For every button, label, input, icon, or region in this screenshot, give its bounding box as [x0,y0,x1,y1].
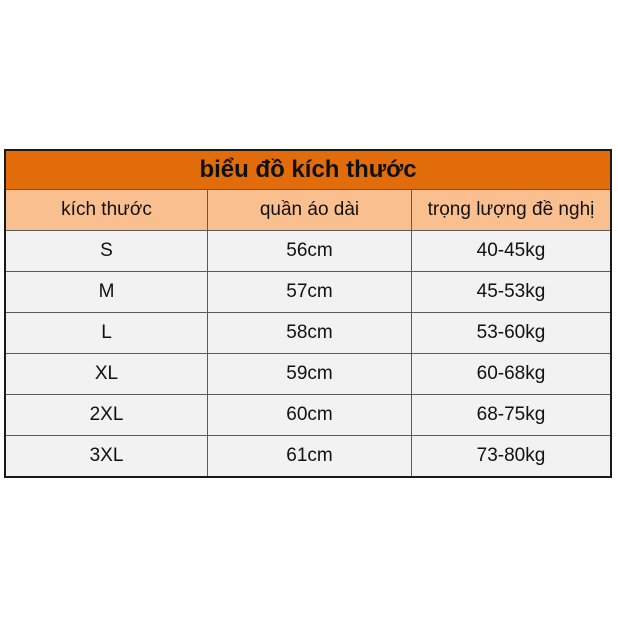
weight-cell: 68-75kg [476,404,546,425]
header-weight: trọng lượng đề nghị [427,199,595,220]
table-row [6,394,610,435]
table-header-row [6,190,610,230]
length-cell: 57cm [208,272,412,312]
table-row [6,312,610,353]
length-cell: 61cm [208,436,412,476]
weight-cell: 53-60kg [476,322,546,343]
length-cell: 60cm [208,395,412,435]
table-row [6,271,610,312]
length-cell: 59cm [208,354,412,394]
size-cell: L [6,313,208,353]
header-length: quần áo dài [208,190,412,230]
weight-cell: 45-53kg [476,281,546,302]
table-title-row [6,151,610,190]
length-cell: 58cm [208,313,412,353]
size-chart-table [4,149,612,478]
table-row [6,435,610,476]
weight-cell: 40-45kg [476,240,546,261]
length-cell: 56cm [208,231,412,271]
size-cell: 3XL [6,436,208,476]
size-cell: XL [6,354,208,394]
header-size: kích thước [6,190,208,230]
table-row [6,353,610,394]
table-title: biểu đồ kích thước [199,156,417,183]
size-cell: M [6,272,208,312]
weight-cell: 73-80kg [476,445,546,466]
size-cell: S [6,231,208,271]
size-cell: 2XL [6,395,208,435]
weight-cell: 60-68kg [476,363,546,384]
table-row [6,230,610,271]
